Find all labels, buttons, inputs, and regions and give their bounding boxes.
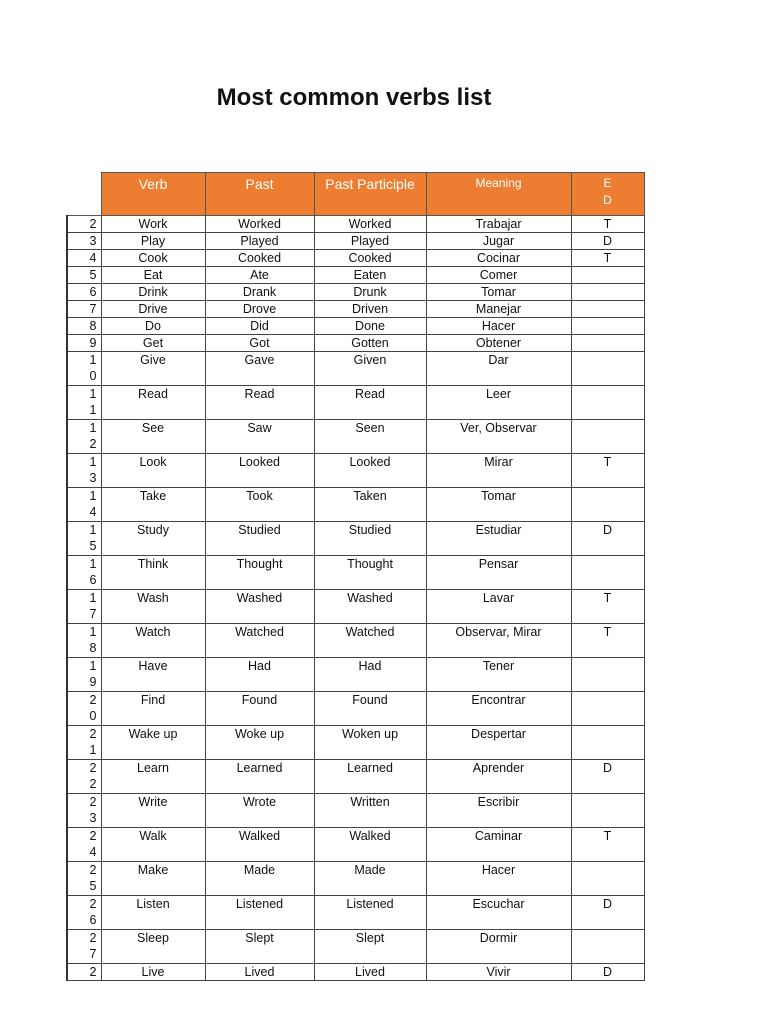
- row-number-cell: [67, 352, 101, 386]
- ed-cell: [571, 284, 644, 301]
- row-number-cell: [67, 624, 101, 658]
- table-row: [67, 590, 644, 624]
- past-participle-cell: Made: [314, 862, 426, 896]
- meaning-cell: Cocinar: [426, 250, 571, 267]
- table-row: [67, 318, 644, 335]
- past-cell: Read: [205, 386, 314, 420]
- meaning-cell: Tomar: [426, 284, 571, 301]
- past-participle-cell: Given: [314, 352, 426, 386]
- past-cell: Got: [205, 335, 314, 352]
- row-number: 18: [89, 625, 97, 655]
- verb-cell: Write: [101, 794, 205, 828]
- past-participle-cell: Listened: [314, 896, 426, 930]
- row-number: 5: [89, 268, 97, 282]
- table-row: [67, 964, 644, 981]
- table-row: [67, 624, 644, 658]
- meaning-cell: Mirar: [426, 454, 571, 488]
- row-number: 27: [89, 931, 97, 961]
- past-cell: Slept: [205, 930, 314, 964]
- row-number: 19: [89, 659, 97, 689]
- past-participle-cell: Gotten: [314, 335, 426, 352]
- past-participle-cell: Played: [314, 233, 426, 250]
- past-column-header: Past: [205, 173, 314, 216]
- row-number: 26: [89, 897, 97, 927]
- table-row: [67, 267, 644, 284]
- ed-cell: [571, 794, 644, 828]
- ed-cell: [571, 726, 644, 760]
- past-participle-cell: Driven: [314, 301, 426, 318]
- row-number: 17: [89, 591, 97, 621]
- row-number: 10: [89, 353, 97, 383]
- table-row: [67, 760, 644, 794]
- row-number: 12: [89, 421, 97, 451]
- past-cell: Drank: [205, 284, 314, 301]
- row-number-cell: [67, 267, 101, 284]
- meaning-cell: Obtener: [426, 335, 571, 352]
- verb-cell: Work: [101, 216, 205, 233]
- ed-cell: [571, 420, 644, 454]
- past-participle-cell: Written: [314, 794, 426, 828]
- past-participle-cell: Done: [314, 318, 426, 335]
- verb-cell: Sleep: [101, 930, 205, 964]
- past-cell: Worked: [205, 216, 314, 233]
- row-number: 23: [89, 795, 97, 825]
- meaning-cell: Trabajar: [426, 216, 571, 233]
- past-participle-cell: Drunk: [314, 284, 426, 301]
- meaning-cell: Comer: [426, 267, 571, 284]
- ed-cell: [571, 301, 644, 318]
- meaning-cell: Ver, Observar: [426, 420, 571, 454]
- verb-cell: Cook: [101, 250, 205, 267]
- meaning-cell: Escribir: [426, 794, 571, 828]
- meaning-cell: Lavar: [426, 590, 571, 624]
- verb-cell: Study: [101, 522, 205, 556]
- past-cell: Watched: [205, 624, 314, 658]
- verbs-table: [66, 172, 645, 981]
- past-participle-column-header: Past Participle: [314, 173, 426, 216]
- meaning-cell: Observar, Mirar: [426, 624, 571, 658]
- row-number-cell: [67, 301, 101, 318]
- verb-cell: Have: [101, 658, 205, 692]
- row-number: 21: [89, 727, 97, 757]
- meaning-column-header: Meaning: [426, 173, 571, 216]
- meaning-cell: Pensar: [426, 556, 571, 590]
- meaning-cell: Estudiar: [426, 522, 571, 556]
- verb-cell: Read: [101, 386, 205, 420]
- ed-cell: T: [571, 216, 644, 233]
- table-row: [67, 692, 644, 726]
- ed-cell: [571, 488, 644, 522]
- ed-cell: [571, 658, 644, 692]
- verb-cell: Take: [101, 488, 205, 522]
- past-cell: Played: [205, 233, 314, 250]
- past-cell: Drove: [205, 301, 314, 318]
- table-row: [67, 216, 644, 233]
- verb-cell: Eat: [101, 267, 205, 284]
- past-participle-cell: Had: [314, 658, 426, 692]
- table-row: [67, 301, 644, 318]
- ed-cell: D: [571, 896, 644, 930]
- past-participle-cell: Read: [314, 386, 426, 420]
- table-row: [67, 862, 644, 896]
- row-number-cell: [67, 828, 101, 862]
- row-number: 8: [89, 319, 97, 333]
- row-number: 2: [89, 965, 97, 979]
- row-number-cell: [67, 284, 101, 301]
- table-row: [67, 828, 644, 862]
- meaning-cell: Hacer: [426, 862, 571, 896]
- row-number: 22: [89, 761, 97, 791]
- table-row: [67, 250, 644, 267]
- row-number-cell: [67, 233, 101, 250]
- ed-cell: T: [571, 624, 644, 658]
- meaning-cell: Despertar: [426, 726, 571, 760]
- past-cell: Ate: [205, 267, 314, 284]
- past-participle-cell: Learned: [314, 760, 426, 794]
- row-number: 24: [89, 829, 97, 859]
- row-number-cell: [67, 896, 101, 930]
- meaning-cell: Encontrar: [426, 692, 571, 726]
- past-participle-cell: Found: [314, 692, 426, 726]
- meaning-cell: Escuchar: [426, 896, 571, 930]
- row-number-cell: [67, 794, 101, 828]
- verb-cell: Do: [101, 318, 205, 335]
- row-number-cell: [67, 658, 101, 692]
- past-participle-cell: Slept: [314, 930, 426, 964]
- verb-cell: Get: [101, 335, 205, 352]
- past-participle-cell: Watched: [314, 624, 426, 658]
- table-row: [67, 794, 644, 828]
- ed-header-letter: E: [603, 176, 612, 190]
- ed-cell: [571, 692, 644, 726]
- table-header-row: [67, 173, 644, 216]
- past-cell: Made: [205, 862, 314, 896]
- ed-cell: [571, 318, 644, 335]
- ed-cell: [571, 386, 644, 420]
- verb-column-header: Verb: [101, 173, 205, 216]
- row-number: 11: [89, 387, 97, 417]
- past-participle-cell: Seen: [314, 420, 426, 454]
- row-number: 20: [89, 693, 97, 723]
- past-cell: Washed: [205, 590, 314, 624]
- past-cell: Listened: [205, 896, 314, 930]
- past-cell: Did: [205, 318, 314, 335]
- row-number-cell: [67, 420, 101, 454]
- verb-cell: Wash: [101, 590, 205, 624]
- past-cell: Studied: [205, 522, 314, 556]
- verb-cell: Learn: [101, 760, 205, 794]
- verb-cell: Wake up: [101, 726, 205, 760]
- row-number: 2: [89, 217, 97, 231]
- past-cell: Lived: [205, 964, 314, 981]
- meaning-cell: Hacer: [426, 318, 571, 335]
- past-participle-cell: Washed: [314, 590, 426, 624]
- past-cell: Found: [205, 692, 314, 726]
- ed-cell: [571, 335, 644, 352]
- ed-column-header: [571, 173, 644, 216]
- past-cell: Gave: [205, 352, 314, 386]
- table-row: [67, 896, 644, 930]
- meaning-cell: Manejar: [426, 301, 571, 318]
- row-number: 4: [89, 251, 97, 265]
- row-number-header: [67, 173, 101, 216]
- meaning-cell: Dar: [426, 352, 571, 386]
- meaning-cell: Tomar: [426, 488, 571, 522]
- row-number-cell: [67, 556, 101, 590]
- table-row: [67, 420, 644, 454]
- past-participle-cell: Studied: [314, 522, 426, 556]
- table-row: [67, 726, 644, 760]
- row-number: 15: [89, 523, 97, 553]
- past-cell: Had: [205, 658, 314, 692]
- verb-cell: Drive: [101, 301, 205, 318]
- row-number: 6: [89, 285, 97, 299]
- verb-cell: Give: [101, 352, 205, 386]
- row-number: 16: [89, 557, 97, 587]
- ed-cell: D: [571, 522, 644, 556]
- ed-header-letter: D: [603, 193, 612, 207]
- row-number-cell: [67, 318, 101, 335]
- past-cell: Looked: [205, 454, 314, 488]
- ed-cell: T: [571, 250, 644, 267]
- ed-cell: D: [571, 964, 644, 981]
- row-number: 13: [89, 455, 97, 485]
- row-number-cell: [67, 488, 101, 522]
- past-participle-cell: Lived: [314, 964, 426, 981]
- ed-cell: T: [571, 590, 644, 624]
- meaning-cell: Aprender: [426, 760, 571, 794]
- meaning-cell: Jugar: [426, 233, 571, 250]
- ed-cell: D: [571, 233, 644, 250]
- verb-cell: Drink: [101, 284, 205, 301]
- row-number-cell: [67, 726, 101, 760]
- past-participle-cell: Thought: [314, 556, 426, 590]
- table-row: [67, 556, 644, 590]
- table-row: [67, 488, 644, 522]
- ed-cell: T: [571, 828, 644, 862]
- row-number-cell: [67, 964, 101, 981]
- past-cell: Woke up: [205, 726, 314, 760]
- meaning-cell: Caminar: [426, 828, 571, 862]
- verb-cell: Find: [101, 692, 205, 726]
- table-row: [67, 284, 644, 301]
- verb-cell: Walk: [101, 828, 205, 862]
- row-number-cell: [67, 862, 101, 896]
- past-cell: Saw: [205, 420, 314, 454]
- table-row: [67, 386, 644, 420]
- row-number-cell: [67, 335, 101, 352]
- past-cell: Took: [205, 488, 314, 522]
- past-participle-cell: Woken up: [314, 726, 426, 760]
- table-row: [67, 233, 644, 250]
- row-number-cell: [67, 522, 101, 556]
- verb-cell: Listen: [101, 896, 205, 930]
- verb-cell: Make: [101, 862, 205, 896]
- ed-cell: [571, 352, 644, 386]
- past-participle-cell: Worked: [314, 216, 426, 233]
- ed-cell: [571, 930, 644, 964]
- page-title: Most common verbs list: [216, 84, 492, 111]
- past-cell: Wrote: [205, 794, 314, 828]
- ed-cell: D: [571, 760, 644, 794]
- past-participle-cell: Looked: [314, 454, 426, 488]
- table-row: [67, 658, 644, 692]
- row-number-cell: [67, 692, 101, 726]
- row-number-cell: [67, 760, 101, 794]
- table-row: [67, 522, 644, 556]
- meaning-cell: Tener: [426, 658, 571, 692]
- verb-cell: Watch: [101, 624, 205, 658]
- row-number-cell: [67, 250, 101, 267]
- row-number-cell: [67, 454, 101, 488]
- row-number: 25: [89, 863, 97, 893]
- past-cell: Learned: [205, 760, 314, 794]
- row-number: 3: [89, 234, 97, 248]
- verb-cell: Think: [101, 556, 205, 590]
- verb-cell: See: [101, 420, 205, 454]
- verb-cell: Live: [101, 964, 205, 981]
- meaning-cell: Vivir: [426, 964, 571, 981]
- verb-cell: Play: [101, 233, 205, 250]
- row-number: 7: [89, 302, 97, 316]
- verb-cell: Look: [101, 454, 205, 488]
- meaning-cell: Dormir: [426, 930, 571, 964]
- past-cell: Cooked: [205, 250, 314, 267]
- past-participle-cell: Walked: [314, 828, 426, 862]
- row-number-cell: [67, 386, 101, 420]
- past-participle-cell: Cooked: [314, 250, 426, 267]
- ed-cell: [571, 862, 644, 896]
- past-participle-cell: Eaten: [314, 267, 426, 284]
- ed-cell: [571, 267, 644, 284]
- past-participle-cell: Taken: [314, 488, 426, 522]
- table-row: [67, 335, 644, 352]
- ed-cell: T: [571, 454, 644, 488]
- past-cell: Walked: [205, 828, 314, 862]
- row-number: 14: [89, 489, 97, 519]
- row-number-cell: [67, 590, 101, 624]
- table-row: [67, 352, 644, 386]
- row-number: 9: [89, 336, 97, 350]
- meaning-cell: Leer: [426, 386, 571, 420]
- table-row: [67, 930, 644, 964]
- ed-cell: [571, 556, 644, 590]
- table-body: [67, 216, 644, 981]
- past-cell: Thought: [205, 556, 314, 590]
- table-row: [67, 454, 644, 488]
- row-number-cell: [67, 216, 101, 233]
- row-number-cell: [67, 930, 101, 964]
